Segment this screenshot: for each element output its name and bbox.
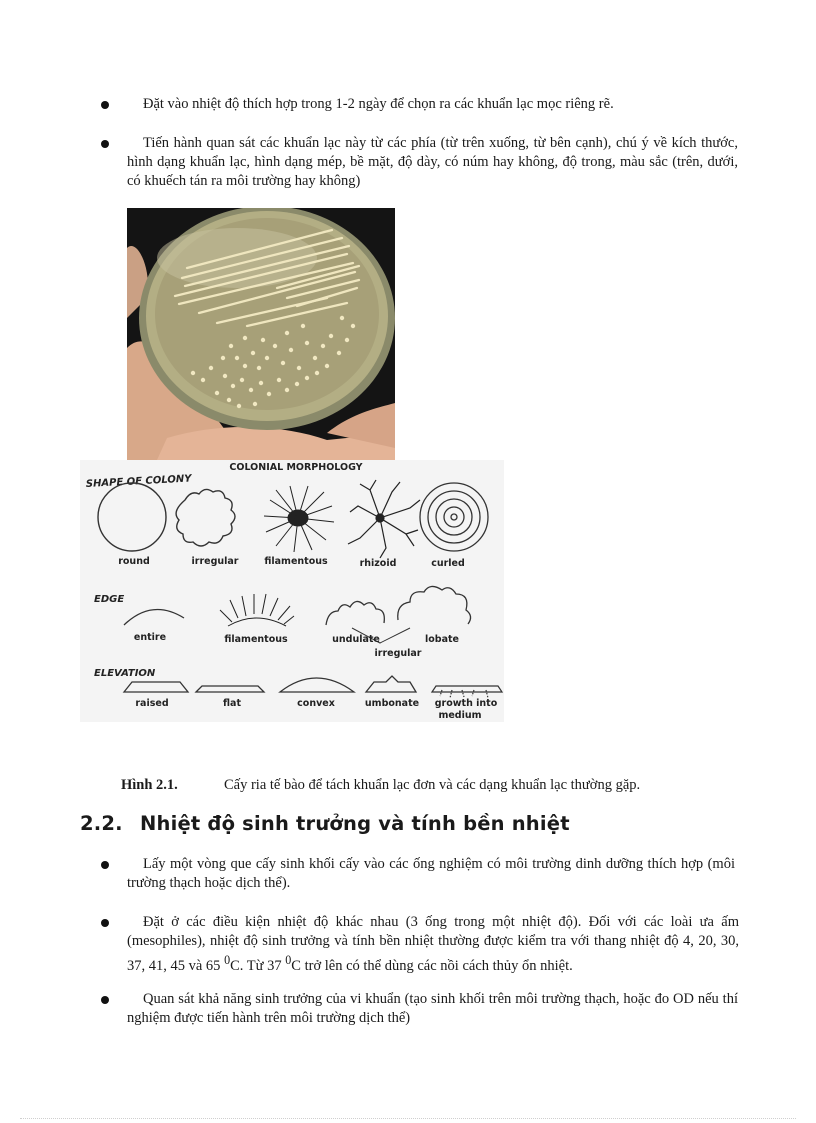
section-number: 2.2.	[80, 812, 123, 835]
figure-caption	[121, 777, 640, 794]
shape-label-irregular: irregular	[191, 556, 239, 567]
diagram-title: COLONIAL MORPHOLOGY	[229, 462, 363, 473]
page-bottom-rule	[20, 1118, 796, 1119]
elevation-label-umbonate: umbonate	[364, 698, 420, 709]
edge-label-filamentous: filamentous	[224, 634, 288, 645]
edge-label-irregular: irregular	[374, 648, 422, 659]
bullet-marker	[101, 140, 109, 148]
shape-label-rhizoid: rhizoid	[359, 558, 397, 569]
elevation-label-convex: convex	[297, 698, 335, 709]
bullet-text: Quan sát khả năng sinh trưởng của vi khuẩn (tạo sinh khối trên môi trường thạch, hoặc đo OD nếu thí nghiệm được tiến hành trên môi trường dịch thể)	[127, 991, 738, 1026]
bullet-marker	[101, 996, 109, 1004]
elevation-label-raised: raised	[135, 698, 169, 709]
shape-heading: SHAPE OF COLONY	[85, 473, 192, 490]
bullet-text-part: C trở lên có thể dùng các nồi cách thủy ổn nhiệt.	[291, 957, 573, 974]
shape-label-round: round	[118, 556, 150, 567]
caption-text: Cấy ria tế bào để tách khuẩn lạc đơn và các dạng khuẩn lạc thường gặp.	[224, 777, 641, 793]
bullet-text-part: Đặt ở các điều kiện nhiệt độ khác nhau (3 ống trong một nhiệt độ). Đối với các loài ưa ấm (mesophiles), nhiệt độ sinh trưởng và tính bền nhiệt thường được kiểm tra với thang nhiệt độ 4, 20, 30, 37, 41, 45 và 65	[127, 914, 739, 974]
degree-superscript: 0	[285, 953, 292, 967]
bullet-text: Đặt vào nhiệt độ thích hợp trong 1-2 ngày để chọn ra các khuẩn lạc mọc riêng rẽ.	[143, 96, 614, 112]
bullet-text-part: C. Từ 37	[230, 957, 286, 974]
bullet-paragraph	[127, 95, 738, 114]
section-heading	[80, 812, 570, 835]
elevation-label-flat: flat	[223, 698, 241, 709]
edge-label-lobate: lobate	[425, 634, 459, 645]
bullet-marker	[101, 861, 109, 869]
elevation-heading: ELEVATION	[94, 668, 156, 679]
elevation-label-medium: medium	[438, 710, 482, 721]
colonial-morphology-diagram	[80, 460, 504, 722]
bullet-text: Tiến hành quan sát các khuẩn lạc này từ các phía (từ trên xuống, từ bên cạnh), chú ý về kích thước, hình dạng khuẩn lạc, hình dạng mép, bề mặt, độ dày, có núm hay không, độ trong, màu sắc (trên, dưới, có khuếch tán ra môi trường hay không)	[127, 135, 738, 189]
caption-label: Hình 2.1.	[121, 777, 178, 793]
shape-label-filamentous: filamentous	[264, 556, 328, 567]
bullet-marker	[101, 919, 109, 927]
bullet-text: Lấy một vòng que cấy sinh khối cấy vào các ống nghiệm có môi trường dinh dưỡng thích hợp (môi trường thạch hoặc dịch thể).	[127, 856, 735, 891]
degree-superscript: 0	[224, 953, 231, 967]
elevation-label-growth-into: growth into	[434, 698, 498, 709]
petri-dish-photo	[127, 208, 395, 460]
bullet-marker	[101, 101, 109, 109]
bullet-paragraph	[127, 134, 738, 191]
bullet-paragraph	[127, 913, 739, 976]
bullet-paragraph	[127, 855, 735, 893]
edge-label-undulate: undulate	[332, 634, 380, 645]
shape-label-curled: curled	[431, 558, 465, 569]
edge-heading: EDGE	[94, 594, 125, 605]
edge-label-entire: entire	[133, 632, 167, 643]
section-title: Nhiệt độ sinh trưởng và tính bền nhiệt	[140, 812, 570, 835]
bullet-paragraph	[127, 990, 738, 1028]
